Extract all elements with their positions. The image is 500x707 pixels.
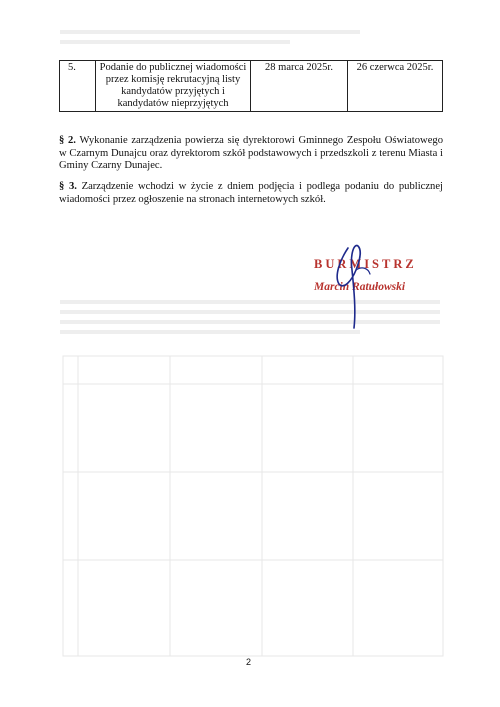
page-number: 2 xyxy=(246,657,252,667)
paragraph-3-text: Zarządzenie wchodzi w życie z dniem podjęcia i podlega podaniu do publicznej wiadomości przez ogłoszenie na stronach internetowych szkół. xyxy=(59,181,444,205)
paragraph-2 xyxy=(59,135,443,173)
row-description: Podanie do publicznej wiadomości przez komisję rekrutacyjną listy kandydatów przyjętych i kandydatów nieprzyjętych xyxy=(96,61,251,112)
section-3-marker: § 3. xyxy=(59,181,77,192)
row-number: 5. xyxy=(60,61,96,112)
recruitment-schedule-table xyxy=(59,60,443,112)
table-row xyxy=(60,61,443,112)
paragraph-3 xyxy=(59,181,443,206)
section-2-marker: § 2. xyxy=(59,135,76,146)
row-date-main: 28 marca 2025r. xyxy=(251,61,348,112)
signature-title: BURMISTRZ xyxy=(314,257,417,271)
paragraph-2-text: Wykonanie zarządzenia powierza się dyrektorowi Gminnego Zespołu Oświatowego w Czarnym Dunajcu oraz dyrektorom szkół podstawowych i przedszkoli z terenu Miasta i Gminy Czarny Dunajec. xyxy=(59,135,443,172)
signatory-name: Marcin Ratułowski xyxy=(314,281,406,293)
row-date-supplementary: 26 czerwca 2025r. xyxy=(348,61,443,112)
handwritten-signature-icon xyxy=(330,240,380,330)
